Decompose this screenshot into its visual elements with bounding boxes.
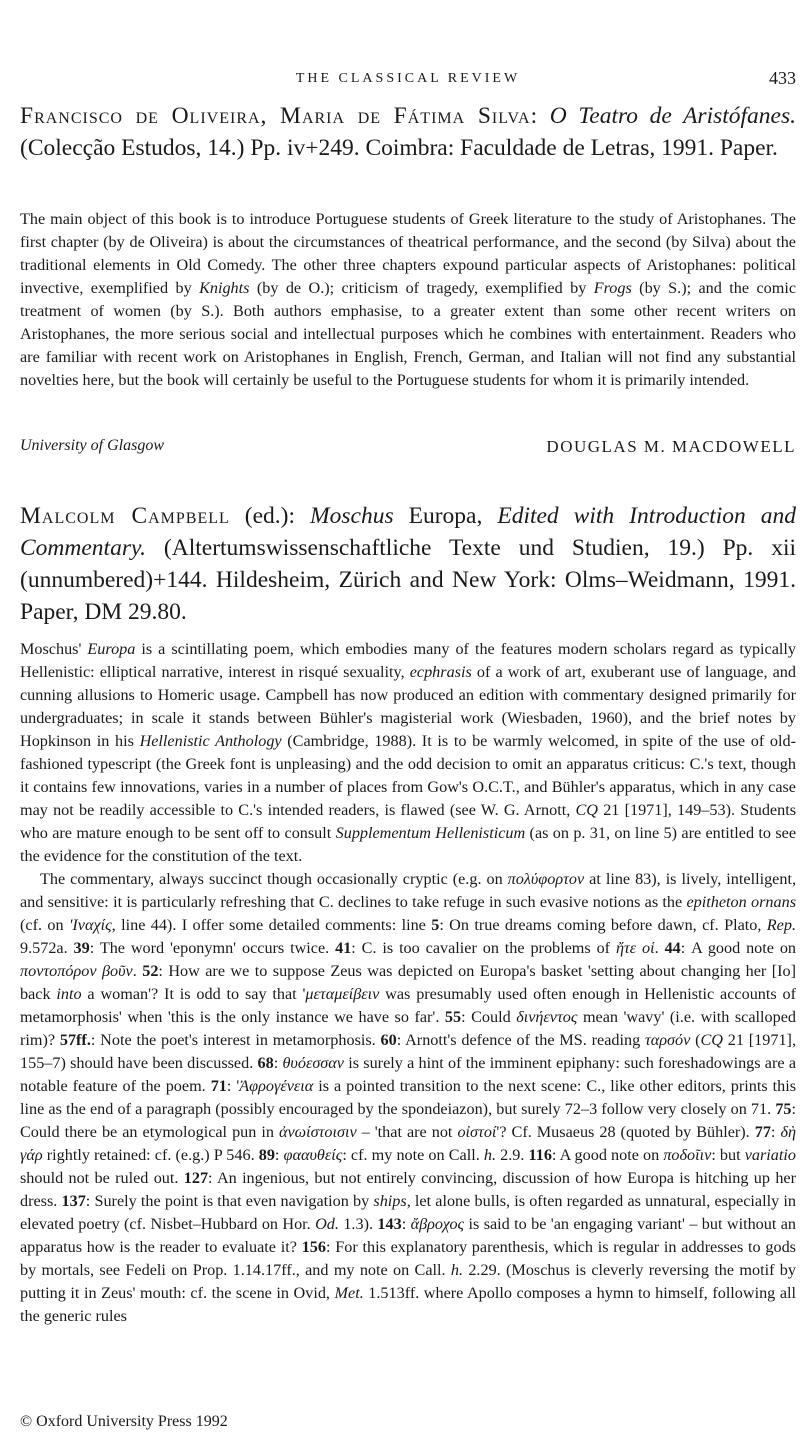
reviewer-affiliation: University of Glasgow xyxy=(20,437,164,454)
review-2-paragraph-1: Moschus' Europa is a scintillating poem, which embodies many of the features modern scholars regard as typically Hellenistic: elliptical narrative, interest in risqué sexuality, ecphrasis of a work of art, exuberant use of language, and cunning allusions to Homeric usage. Campbell has now produced an edition with commentary designed primarily for undergraduates; in scale it stands between Bühler's magisterial work (Wiesbaden, 1960), and the brief notes by Hopkinson in his Hellenistic Anthology (Cambridge, 1988). It is to be warmly welcomed, in spite of the use of old-fashioned typescript (the Greek font is unpleasing) and the odd decision to omit an apparatus criticus: C.'s text, though it contains few innovations, varies in a number of places from Gow's O.C.T., and Bühler's apparatus, which in any case may not be readily accessible to C.'s intended readers, is flawed (see W. G. Arnott, CQ 21 [1971], 149–53). Students who are mature enough to be sent off to consult Supplementum Hellenisticum (as on p. 31, on line 5) are entitled to see the evidence for the constitution of the text. xyxy=(20,640,797,865)
running-title: THE CLASSICAL REVIEW xyxy=(295,71,521,86)
review-1-body xyxy=(20,208,796,392)
review-1-signature xyxy=(20,437,796,463)
review-2-author: Moschus xyxy=(310,503,394,529)
review-2-ed: (ed.): xyxy=(244,503,296,529)
review-2-heading xyxy=(20,500,796,628)
review-1-heading xyxy=(20,100,796,164)
reviewer-name: DOUGLAS M. MACDOWELL xyxy=(546,437,796,456)
copyright-footer: © Oxford University Press 1992 xyxy=(20,1413,228,1430)
running-head xyxy=(20,68,796,92)
review-2-work: Europa, xyxy=(408,503,483,529)
review-1-paragraph: The main object of this book is to introduce Portuguese students of Greek literature to the study of Aristophanes. The first chapter (by de Oliveira) is about the circumstances of theatrical performance, and the second (by Silva) about the traditional elements in Old Comedy. The other three chapters expound particular aspects of Aristophanes: political invective, exemplified by Knights (by de O.); criticism of tragedy, exemplified by Frogs (by S.); and the comic treatment of women (by S.). Both authors emphasise, to a greater extent than some other recent writers on Aristophanes, the more serious social and intellectual purposes which he combines with entertainment. Readers who are familiar with recent work on Aristophanes in English, French, German, and Italian will not find any substantial novelties here, but the book will certainly be useful to the Portuguese students for whom it is primarily intended. xyxy=(20,210,797,389)
page-number: 433 xyxy=(769,68,796,88)
review-1-title: O Teatro de Aristófanes. xyxy=(549,103,796,129)
review-2-details: (Altertumswissenschaftliche Texte und Studien, 19.) Pp. xii (unnumbered)+144. Hildesheim, Zürich and New York: Olms–Weidmann, 1991. Paper, DM 29.80. xyxy=(20,535,797,625)
review-2-editor: Malcolm Campbell xyxy=(20,503,230,529)
review-2-body xyxy=(20,638,796,1328)
review-2-paragraph-2: The commentary, always succinct though occasionally cryptic (e.g. on πολύφορτον at line 83), is lively, intelligent, and sensitive: it is particularly refreshing that C. declines to take refuge in such evasive notions as the epitheton ornans (cf. on 'Ιναχίς, line 44). I offer some detailed comments: line 5: On true dreams coming before dawn, cf. Plato, Rep. 9.572a. 39: The word 'eponymn' occurs twice. 41: C. is too cavalier on the problems of ἤτε οἱ. 44: A good note on ποντοπόρον βοῦν. 52: How are we to suppose Zeus was depicted on Europa's basket 'setting about changing her [Io] back into a woman'? It is odd to say that 'μεταμείβειν was presumably used often enough in Hellenistic accounts of metamorphosis' when 'this is the only instance we have so far'. 55: Could δινήεντος mean 'wavy' (i.e. with scalloped rim)? 57ff.: Note the poet's interest in metamorphosis. 60: Arnott's defence of the MS. reading ταρσόν (CQ 21 [1971], 155–7) should have been discussed. 68: θυόεσσαν is surely a hint of the imminent epiphany: such foreshadowings are a notable feature of the poem. 71: 'Ἀφρογένεια is a pointed transition to the next scene: C., like other editors, prints this line as the end of a paragraph (possibly encouraged by the spondeiazon), but surely 72–3 follow very closely on 71. 75: Could there be an etymological pun in ἀνωίστοισιν – 'that are not οἰστοί'? Cf. Musaeus 28 (quoted by Bühler). 77: δὴ γάρ rightly retained: cf. (e.g.) P 546. 89: φααυθείς: cf. my note on Call. h. 2.9. 116: A good note on ποδοῖιν: but variatio should not be ruled out. 127: An ingenious, but not entirely convincing, discussion of how Europa is hitching up her dress. 137: Surely the point is that even navigation by ships, let alone bulls, is often regarded as unnatural, especially in elevated poetry (cf. Nisbet–Hubbard on Hor. Od. 1.3). 143: ἄβροχος is said to be 'an engaging variant' – but without an apparatus how is the reader to evaluate it? 156: For this explanatory parenthesis, which is regular in addresses to gods by mortals, see Fedeli on Prop. 1.14.17ff., and my note on Call. h. 2.29. (Moschus is cleverly reversing the motif by putting it in Zeus' mouth: cf. the scene in Ovid, Met. 1.513ff. where Apollo composes a hymn to himself, following all the generic rules xyxy=(20,870,797,1325)
review-2-subtitle: Edited with Introduction and Commentary. xyxy=(20,503,797,561)
review-1-authors: Francisco de Oliveira, Maria de Fátima Silva: xyxy=(20,103,539,129)
review-1-details: (Colecção Estudos, 14.) Pp. iv+249. Coimbra: Faculdade de Letras, 1991. Paper. xyxy=(20,135,778,161)
